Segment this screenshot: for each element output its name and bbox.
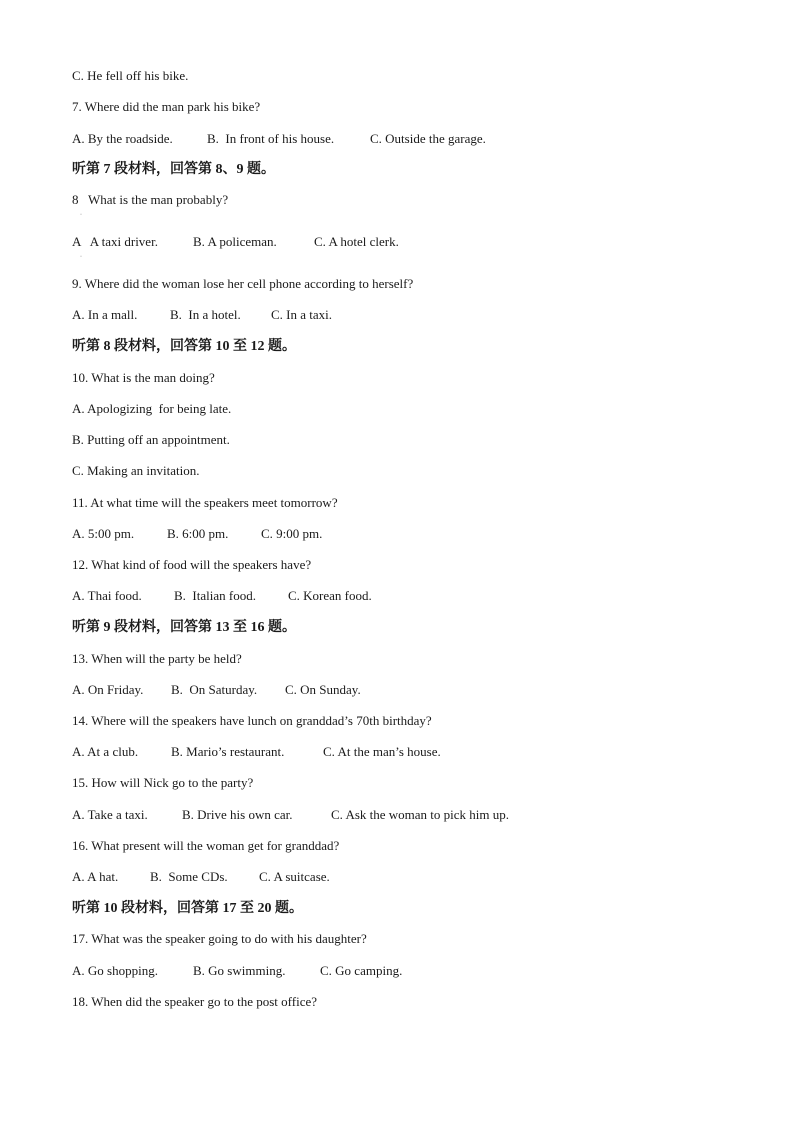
question-text: 17. What was the speaker going to do with his daughter? [72,931,367,946]
question-8 [72,192,228,208]
option-a: A. In a mall. [72,307,138,322]
question-10 [72,370,215,386]
option-line-c [72,68,188,84]
question-17 [72,931,367,947]
option-b: B. A policeman. [193,234,277,249]
option-b: B. Some CDs. [150,869,228,884]
question-18 [72,994,317,1010]
options-q12 [72,588,372,604]
option-c: C. Making an invitation. [72,463,200,478]
option-c: C. At the man’s house. [323,744,441,759]
options-q8 [72,234,399,250]
section-heading-9 [72,620,296,636]
option-a: A. 5:00 pm. [72,526,135,541]
section-heading-7 [72,162,275,178]
question-12 [72,557,311,573]
question-11 [72,495,338,511]
option-line-a [72,401,231,417]
option-b: B. Mario’s restaurant. [171,744,285,759]
option-c: C. 9:00 pm. [261,526,323,541]
options-q7 [72,131,486,147]
question-text: 12. What kind of food will the speakers have? [72,557,312,572]
option-b: B. In front of his house. [207,131,335,146]
option-a: A. On Friday. [72,682,144,697]
question-text: 13. When will the party be held? [72,651,242,666]
dot-mark: · [80,254,82,260]
option-b: B. Drive his own car. [182,807,293,822]
option-a: A A taxi driver. [72,234,158,249]
option-c: C. A suitcase. [259,869,330,884]
options-q13 [72,682,361,698]
question-14 [72,713,432,729]
option-c: C. A hotel clerk. [314,234,399,249]
dot-mark: · [80,212,82,218]
question-13 [72,651,242,667]
options-q11 [72,526,322,542]
question-15 [72,775,253,791]
option-a: A. Thai food. [72,588,142,603]
option-a: A. By the roadside. [72,131,173,146]
question-text: 15. How will Nick go to the party? [72,775,254,790]
question-text: 10. What is the man doing? [72,370,215,385]
options-q17 [72,963,402,979]
option-a: A. Take a taxi. [72,807,148,822]
options-q16 [72,869,330,885]
question-text: 11. At what time will the speakers meet tomorrow? [72,495,338,510]
heading-text: 听第 7 段材料，回答第 8、9 题。 [72,162,275,177]
question-text: 14. Where will the speakers have lunch on granddad’s 70th birthday? [72,713,432,728]
option-c: C. Outside the garage. [370,131,486,146]
option-b: B. 6:00 pm. [167,526,229,541]
question-text: 16. What present will the woman get for granddad? [72,838,340,853]
option-a: A. A hat. [72,869,119,884]
heading-text: 听第 9 段材料，回答第 13 至 16 题。 [72,620,296,635]
question-16 [72,838,339,854]
option-b: B. Go swimming. [193,963,286,978]
question-7 [72,99,260,115]
option-b: B. Italian food. [174,588,256,603]
section-heading-8 [72,339,296,355]
question-9 [72,276,413,292]
heading-text: 听第 8 段材料，回答第 10 至 12 题。 [72,339,296,354]
option-b: B. Putting off an appointment. [72,432,230,447]
option-line-b [72,432,230,448]
heading-text: 听第 10 段材料，回答第 17 至 20 题。 [72,901,303,916]
option-a: A. At a club. [72,744,139,759]
question-text: 18. When did the speaker go to the post office? [72,994,318,1009]
option-c: C. Korean food. [288,588,372,603]
question-text: 7. Where did the man park his bike? [72,99,261,114]
options-q14 [72,744,441,760]
option-c: C. In a taxi. [271,307,333,322]
option-b: B. On Saturday. [171,682,258,697]
option-c: C. Go camping. [320,963,403,978]
options-q9 [72,307,332,323]
option-b: B. In a hotel. [170,307,241,322]
option-c: C. Ask the woman to pick him up. [331,807,510,822]
option-line-c [72,463,199,479]
question-text: 8 What is the man probably? [72,192,229,207]
question-text: 9. Where did the woman lose her cell phone according to herself? [72,276,414,291]
options-q15 [72,807,509,823]
option-text: C. He fell off his bike. [72,68,189,83]
option-c: C. On Sunday. [285,682,361,697]
section-heading-10 [72,901,303,917]
option-a: A. Go shopping. [72,963,158,978]
option-a: A. Apologizing for being late. [72,401,232,416]
